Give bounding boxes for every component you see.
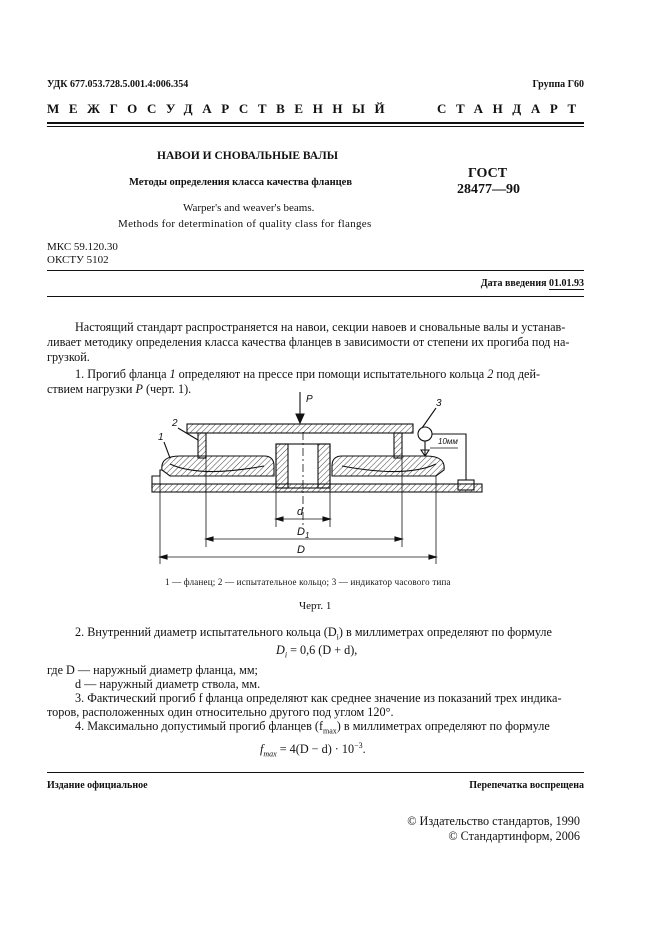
codes-rule	[47, 270, 584, 271]
test-ring-left	[198, 433, 206, 458]
dim-d1-arrow-r	[395, 537, 402, 541]
base-plate	[152, 484, 482, 492]
para-4-sub: max	[323, 726, 337, 736]
date-rule	[47, 296, 584, 297]
intro-date-label: Дата введения	[480, 278, 547, 289]
label-d: d	[297, 506, 304, 518]
shaft-right	[318, 444, 330, 488]
para-1-ref-1: 1	[169, 367, 176, 381]
formula-2	[260, 738, 366, 762]
press-plate	[187, 424, 413, 433]
formula-1	[276, 643, 357, 663]
formula-2-sub: max	[263, 749, 277, 759]
para-1-text-a: 1. Прогиб фланца	[75, 367, 170, 381]
label-d1-sub: 1	[304, 531, 310, 540]
para-2-end: ) в миллиметрах определяют по формуле	[338, 625, 552, 639]
para-4	[75, 719, 550, 739]
okstu-code: ОКСТУ 5102	[47, 254, 109, 266]
reprint-label: Перепечатка воспрещена	[469, 780, 584, 791]
title-main: НАВОИ И СНОВАЛЬНЫЕ ВАЛЫ	[157, 150, 339, 162]
title-en-1: Warper's and weaver's beams.	[183, 202, 315, 214]
where-d: d — наружный диаметр ствола, мм.	[75, 677, 261, 691]
para-4-end: ) в миллиметрах определяют по формуле	[336, 719, 550, 733]
dim-D-arrow-l	[160, 555, 167, 559]
copyright-2: © Стандартинформ, 2006	[448, 829, 580, 843]
para-1-ref-2: 2	[487, 367, 494, 381]
flange-left	[162, 456, 274, 476]
footer-rule	[47, 772, 584, 773]
para-3-line-2: торов, расположенных один относительно другого под углом 120°.	[47, 705, 394, 719]
label-10mm: 10мм	[438, 437, 458, 446]
para-1-load-symbol: P	[135, 382, 143, 396]
title-en-2: Methods for determination of quality class for flanges	[118, 218, 372, 230]
group-code: Группа Г60	[532, 79, 584, 90]
intro-line-1: Настоящий стандарт распространяется на навои, секции навоев и сновальные валы и устанав-	[75, 320, 566, 334]
formula-1-rhs: = 0,6 (D + d),	[287, 643, 358, 657]
dial-indicator	[418, 427, 432, 441]
dim-D-arrow-r	[429, 555, 436, 559]
shaft-left	[276, 444, 288, 488]
flange-test-drawing	[140, 392, 500, 572]
test-ring-right	[394, 433, 402, 458]
gost-number: 28477—90	[457, 182, 520, 197]
para-2-sub: i	[336, 632, 339, 642]
para-2-text: 2. Внутренний диаметр испытательного кольца (D	[75, 625, 337, 639]
formula-2-exp: −3	[354, 741, 363, 750]
label-2: 2	[172, 418, 178, 429]
intro-date	[481, 278, 584, 289]
load-arrow-head	[296, 414, 304, 423]
intro-line-2: ливает методику определения класса качества фланцев в зависимости от степени их прогиба под на-	[47, 335, 570, 349]
para-1-line-1	[75, 367, 540, 383]
header-rule	[47, 122, 584, 124]
udk-code: УДК 677.053.728.5.001.4:006.354	[47, 79, 189, 90]
label-d1-main: D	[297, 526, 305, 538]
label-1: 1	[158, 432, 164, 443]
title-sub: Методы определения класса качества фланцев	[129, 177, 353, 188]
header-rule-thin	[47, 126, 584, 127]
dim-d-arrow-r	[323, 517, 330, 521]
para-1-text-e: (черт. 1).	[142, 382, 192, 396]
para-1-text-d: ствием нагрузки	[47, 382, 136, 396]
figure-label: Черт. 1	[299, 600, 332, 612]
intro-line-3: грузкой.	[47, 350, 90, 364]
gost-label: ГОСТ	[468, 166, 508, 181]
label-D: D	[297, 544, 305, 556]
banner-left: МЕЖГОСУДАРСТВЕННЫЙ	[47, 101, 395, 116]
label-d1	[297, 526, 309, 540]
formula-1-lhs: D	[276, 643, 285, 657]
copyright-1: © Издательство стандартов, 1990	[407, 814, 580, 828]
formula-2-rhs: = 4(D − d) · 10	[276, 742, 355, 757]
para-2	[75, 625, 552, 645]
label-p: P	[306, 394, 313, 405]
label-3: 3	[436, 398, 442, 409]
where-D: где D — наружный диаметр фланца, мм;	[47, 663, 258, 677]
para-1-text-c: под дей-	[493, 367, 541, 381]
formula-2-dot: .	[362, 742, 366, 757]
leader-1	[164, 442, 170, 458]
formula-1-sub: i	[284, 650, 288, 660]
leader-3	[422, 408, 436, 428]
flange-right	[332, 456, 444, 476]
para-3-line-1: 3. Фактический прогиб f фланца определяют как среднее значение из показаний трех индика-	[75, 691, 562, 705]
banner-right: СТАНДАРТ	[437, 101, 586, 116]
intro-date-value: 01.01.93	[549, 278, 584, 289]
formula-2-lhs: f	[260, 742, 264, 757]
para-1-text-b: определяют на прессе при помощи испытательного кольца	[175, 367, 488, 381]
figure-caption: 1 — фланец; 2 — испытательное кольцо; 3 — индикатор часового типа	[165, 577, 451, 587]
mks-code: МКС 59.120.30	[47, 241, 118, 253]
edition-label: Издание официальное	[47, 780, 148, 791]
dim-d-arrow-l	[276, 517, 283, 521]
para-4-text: 4. Максимально допустимый прогиб фланцев (f	[75, 719, 324, 733]
dim-d1-arrow-l	[206, 537, 213, 541]
